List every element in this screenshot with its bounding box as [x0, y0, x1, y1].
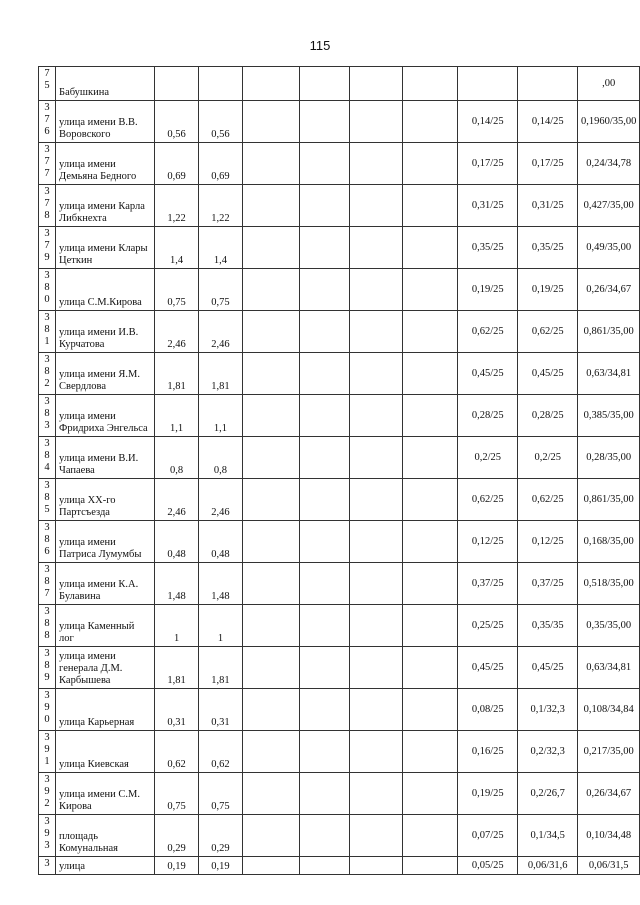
- table-row: [39, 689, 640, 731]
- street-name: улица: [56, 857, 155, 875]
- table-row: [39, 395, 640, 437]
- empty-cell: [349, 521, 402, 563]
- load-ratio-2: 0,2/26,7: [518, 773, 578, 815]
- empty-cell: [242, 395, 299, 437]
- street-name: улица имени В.В. Воровского: [56, 101, 155, 143]
- load-ratio-1: 0,19/25: [458, 773, 518, 815]
- load-ratio-2: 0,62/25: [518, 479, 578, 521]
- length-value: 0,31: [155, 689, 199, 731]
- length-value: 1,22: [155, 185, 199, 227]
- load-ratio-2: 0,45/25: [518, 353, 578, 395]
- empty-cell: [299, 269, 349, 311]
- length-value-2: 2,46: [199, 311, 243, 353]
- load-ratio-2: 0,06/31,6: [518, 857, 578, 875]
- load-ratio-3: 0,24/34,78: [578, 143, 640, 185]
- street-name: площадь Комунальная: [56, 815, 155, 857]
- length-value-2: 2,46: [199, 479, 243, 521]
- load-ratio-1: 0,35/25: [458, 227, 518, 269]
- length-value: 1,48: [155, 563, 199, 605]
- load-ratio-3: 0,26/34,67: [578, 269, 640, 311]
- length-value-2: 0,56: [199, 101, 243, 143]
- load-ratio-2: 0,28/25: [518, 395, 578, 437]
- empty-cell: [242, 185, 299, 227]
- empty-cell: [242, 353, 299, 395]
- length-value: 2,46: [155, 311, 199, 353]
- row-number: 3 7 8: [39, 185, 56, 227]
- empty-cell: [403, 101, 458, 143]
- empty-cell: [242, 773, 299, 815]
- load-ratio-3: 0,28/35,00: [578, 437, 640, 479]
- length-value: 0,19: [155, 857, 199, 875]
- empty-cell: [299, 353, 349, 395]
- length-value-2: 1,81: [199, 353, 243, 395]
- empty-cell: [403, 857, 458, 875]
- load-ratio-1: 0,08/25: [458, 689, 518, 731]
- length-value-2: 1: [199, 605, 243, 647]
- length-value-2: 0,69: [199, 143, 243, 185]
- load-ratio-3: 0,108/34,84: [578, 689, 640, 731]
- length-value: 0,8: [155, 437, 199, 479]
- empty-cell: [242, 479, 299, 521]
- load-ratio-2: 0,12/25: [518, 521, 578, 563]
- empty-cell: [349, 437, 402, 479]
- load-ratio-1: 0,62/25: [458, 311, 518, 353]
- table-row: [39, 647, 640, 689]
- row-number: 3 8 2: [39, 353, 56, 395]
- load-ratio-1: 0,37/25: [458, 563, 518, 605]
- row-number: 3 9 3: [39, 815, 56, 857]
- length-value: 1,81: [155, 647, 199, 689]
- empty-cell: [349, 227, 402, 269]
- empty-cell: [403, 395, 458, 437]
- empty-cell: [299, 857, 349, 875]
- length-value-2: 0,31: [199, 689, 243, 731]
- empty-cell: [299, 101, 349, 143]
- length-value: 0,75: [155, 269, 199, 311]
- empty-cell: [349, 731, 402, 773]
- load-ratio-3: 0,427/35,00: [578, 185, 640, 227]
- empty-cell: [349, 563, 402, 605]
- table-row: [39, 521, 640, 563]
- empty-cell: [242, 563, 299, 605]
- row-number: 3 8 0: [39, 269, 56, 311]
- length-value: [155, 67, 199, 101]
- table-row: [39, 101, 640, 143]
- load-ratio-2: [518, 67, 578, 101]
- length-value-2: 1,22: [199, 185, 243, 227]
- row-number: 3: [39, 857, 56, 875]
- row-number: 3 8 6: [39, 521, 56, 563]
- empty-cell: [242, 437, 299, 479]
- load-ratio-2: 0,1/32,3: [518, 689, 578, 731]
- empty-cell: [299, 605, 349, 647]
- load-ratio-3: 0,217/35,00: [578, 731, 640, 773]
- empty-cell: [242, 67, 299, 101]
- empty-cell: [242, 101, 299, 143]
- empty-cell: [242, 857, 299, 875]
- load-ratio-3: 0,26/34,67: [578, 773, 640, 815]
- load-ratio-3: 0,1960/35,00: [578, 101, 640, 143]
- length-value: 0,48: [155, 521, 199, 563]
- empty-cell: [242, 227, 299, 269]
- street-name: улица Киевская: [56, 731, 155, 773]
- empty-cell: [349, 773, 402, 815]
- empty-cell: [403, 731, 458, 773]
- length-value: 0,56: [155, 101, 199, 143]
- length-value: 1,4: [155, 227, 199, 269]
- table-row: [39, 353, 640, 395]
- length-value: 0,69: [155, 143, 199, 185]
- length-value-2: 1,4: [199, 227, 243, 269]
- empty-cell: [242, 521, 299, 563]
- length-value: 1,1: [155, 395, 199, 437]
- row-number: 3 7 9: [39, 227, 56, 269]
- empty-cell: [349, 353, 402, 395]
- empty-cell: [299, 773, 349, 815]
- load-ratio-1: 0,45/25: [458, 647, 518, 689]
- row-number: 3 8 7: [39, 563, 56, 605]
- empty-cell: [242, 269, 299, 311]
- street-name: улица имени Я.М. Свердлова: [56, 353, 155, 395]
- empty-cell: [299, 815, 349, 857]
- street-name: Бабушкина: [56, 67, 155, 101]
- empty-cell: [403, 143, 458, 185]
- empty-cell: [403, 227, 458, 269]
- empty-cell: [403, 185, 458, 227]
- row-number: 3 8 3: [39, 395, 56, 437]
- load-ratio-2: 0,62/25: [518, 311, 578, 353]
- load-ratio-2: 0,14/25: [518, 101, 578, 143]
- empty-cell: [403, 67, 458, 101]
- load-ratio-3: 0,385/35,00: [578, 395, 640, 437]
- length-value-2: 0,19: [199, 857, 243, 875]
- empty-cell: [403, 605, 458, 647]
- empty-cell: [349, 815, 402, 857]
- length-value-2: [199, 67, 243, 101]
- empty-cell: [242, 815, 299, 857]
- empty-cell: [242, 731, 299, 773]
- table-row: [39, 437, 640, 479]
- empty-cell: [299, 185, 349, 227]
- row-number: 3 9 1: [39, 731, 56, 773]
- street-name: улица Каменный лог: [56, 605, 155, 647]
- empty-cell: [299, 311, 349, 353]
- street-name: улица имени И.В. Курчатова: [56, 311, 155, 353]
- empty-cell: [403, 521, 458, 563]
- empty-cell: [403, 269, 458, 311]
- streets-table: [38, 66, 640, 875]
- empty-cell: [349, 311, 402, 353]
- street-name: улица Карьерная: [56, 689, 155, 731]
- length-value-2: 0,8: [199, 437, 243, 479]
- length-value: 0,29: [155, 815, 199, 857]
- table-row: [39, 227, 640, 269]
- street-name: улица имени С.М. Кирова: [56, 773, 155, 815]
- empty-cell: [299, 437, 349, 479]
- load-ratio-1: [458, 67, 518, 101]
- row-number: 3 8 8: [39, 605, 56, 647]
- empty-cell: [299, 521, 349, 563]
- load-ratio-1: 0,07/25: [458, 815, 518, 857]
- length-value-2: 0,29: [199, 815, 243, 857]
- table-body: [39, 67, 640, 875]
- load-ratio-2: 0,19/25: [518, 269, 578, 311]
- empty-cell: [299, 731, 349, 773]
- load-ratio-3: 0,861/35,00: [578, 479, 640, 521]
- load-ratio-2: 0,1/34,5: [518, 815, 578, 857]
- empty-cell: [242, 689, 299, 731]
- load-ratio-3: 0,168/35,00: [578, 521, 640, 563]
- table-row: [39, 67, 640, 101]
- length-value-2: 0,62: [199, 731, 243, 773]
- load-ratio-1: 0,2/25: [458, 437, 518, 479]
- length-value: 2,46: [155, 479, 199, 521]
- length-value-2: 0,75: [199, 269, 243, 311]
- empty-cell: [403, 353, 458, 395]
- load-ratio-1: 0,25/25: [458, 605, 518, 647]
- empty-cell: [349, 857, 402, 875]
- empty-cell: [403, 689, 458, 731]
- length-value: 1: [155, 605, 199, 647]
- street-name: улица имени Клары Цеткин: [56, 227, 155, 269]
- table-row: [39, 269, 640, 311]
- empty-cell: [242, 311, 299, 353]
- empty-cell: [349, 605, 402, 647]
- empty-cell: [403, 479, 458, 521]
- length-value: 0,75: [155, 773, 199, 815]
- empty-cell: [403, 311, 458, 353]
- load-ratio-3: 0,35/35,00: [578, 605, 640, 647]
- load-ratio-1: 0,31/25: [458, 185, 518, 227]
- table-row: [39, 731, 640, 773]
- length-value-2: 0,75: [199, 773, 243, 815]
- street-name: улица имени Демьяна Бедного: [56, 143, 155, 185]
- empty-cell: [349, 143, 402, 185]
- row-number: 3 7 6: [39, 101, 56, 143]
- empty-cell: [403, 647, 458, 689]
- empty-cell: [349, 269, 402, 311]
- empty-cell: [299, 479, 349, 521]
- empty-cell: [349, 647, 402, 689]
- street-name: улица имени Карла Либкнехта: [56, 185, 155, 227]
- load-ratio-2: 0,31/25: [518, 185, 578, 227]
- row-number: 3 9 0: [39, 689, 56, 731]
- length-value: 1,81: [155, 353, 199, 395]
- empty-cell: [242, 605, 299, 647]
- load-ratio-2: 0,35/25: [518, 227, 578, 269]
- table-row: [39, 773, 640, 815]
- empty-cell: [299, 647, 349, 689]
- table-row: [39, 857, 640, 875]
- street-name: улица XX-го Партсъезда: [56, 479, 155, 521]
- empty-cell: [403, 815, 458, 857]
- row-number: 3 8 4: [39, 437, 56, 479]
- table-row: [39, 479, 640, 521]
- load-ratio-3: 0,861/35,00: [578, 311, 640, 353]
- street-name: улица имени К.А. Булавина: [56, 563, 155, 605]
- load-ratio-1: 0,05/25: [458, 857, 518, 875]
- empty-cell: [403, 437, 458, 479]
- empty-cell: [242, 143, 299, 185]
- row-number: 3 8 1: [39, 311, 56, 353]
- load-ratio-2: 0,35/35: [518, 605, 578, 647]
- load-ratio-2: 0,2/25: [518, 437, 578, 479]
- table-row: [39, 605, 640, 647]
- load-ratio-3: 0,06/31,5: [578, 857, 640, 875]
- empty-cell: [299, 67, 349, 101]
- length-value-2: 0,48: [199, 521, 243, 563]
- empty-cell: [349, 185, 402, 227]
- load-ratio-1: 0,16/25: [458, 731, 518, 773]
- load-ratio-2: 0,37/25: [518, 563, 578, 605]
- row-number: 3 8 9: [39, 647, 56, 689]
- empty-cell: [349, 101, 402, 143]
- page-number: 115: [309, 38, 331, 53]
- length-value: 0,62: [155, 731, 199, 773]
- street-name: улица С.М.Кирова: [56, 269, 155, 311]
- row-number: 3 7 7: [39, 143, 56, 185]
- load-ratio-3: ,00: [578, 67, 640, 101]
- load-ratio-1: 0,12/25: [458, 521, 518, 563]
- street-name: улица имени Фридриха Энгельса: [56, 395, 155, 437]
- row-number: 3 8 5: [39, 479, 56, 521]
- load-ratio-2: 0,17/25: [518, 143, 578, 185]
- load-ratio-2: 0,2/32,3: [518, 731, 578, 773]
- load-ratio-3: 0,63/34,81: [578, 353, 640, 395]
- table-row: [39, 311, 640, 353]
- row-number: 3 9 2: [39, 773, 56, 815]
- empty-cell: [299, 227, 349, 269]
- load-ratio-1: 0,17/25: [458, 143, 518, 185]
- length-value-2: 1,1: [199, 395, 243, 437]
- load-ratio-1: 0,45/25: [458, 353, 518, 395]
- load-ratio-1: 0,28/25: [458, 395, 518, 437]
- empty-cell: [403, 773, 458, 815]
- load-ratio-1: 0,62/25: [458, 479, 518, 521]
- street-name: улица имени Патриса Лумумбы: [56, 521, 155, 563]
- length-value-2: 1,48: [199, 563, 243, 605]
- load-ratio-2: 0,45/25: [518, 647, 578, 689]
- length-value-2: 1,81: [199, 647, 243, 689]
- table-row: [39, 815, 640, 857]
- empty-cell: [299, 143, 349, 185]
- table-row: [39, 563, 640, 605]
- empty-cell: [299, 395, 349, 437]
- load-ratio-3: 0,49/35,00: [578, 227, 640, 269]
- load-ratio-1: 0,19/25: [458, 269, 518, 311]
- street-name: улица имени В.И. Чапаева: [56, 437, 155, 479]
- empty-cell: [299, 689, 349, 731]
- empty-cell: [242, 647, 299, 689]
- empty-cell: [349, 689, 402, 731]
- empty-cell: [349, 479, 402, 521]
- load-ratio-3: 0,518/35,00: [578, 563, 640, 605]
- empty-cell: [349, 67, 402, 101]
- load-ratio-1: 0,14/25: [458, 101, 518, 143]
- empty-cell: [349, 395, 402, 437]
- table-row: [39, 185, 640, 227]
- empty-cell: [299, 563, 349, 605]
- row-number: 7 5: [39, 67, 56, 101]
- table-row: [39, 143, 640, 185]
- empty-cell: [403, 563, 458, 605]
- street-name: улица имени генерала Д.М. Карбышева: [56, 647, 155, 689]
- load-ratio-3: 0,63/34,81: [578, 647, 640, 689]
- load-ratio-3: 0,10/34,48: [578, 815, 640, 857]
